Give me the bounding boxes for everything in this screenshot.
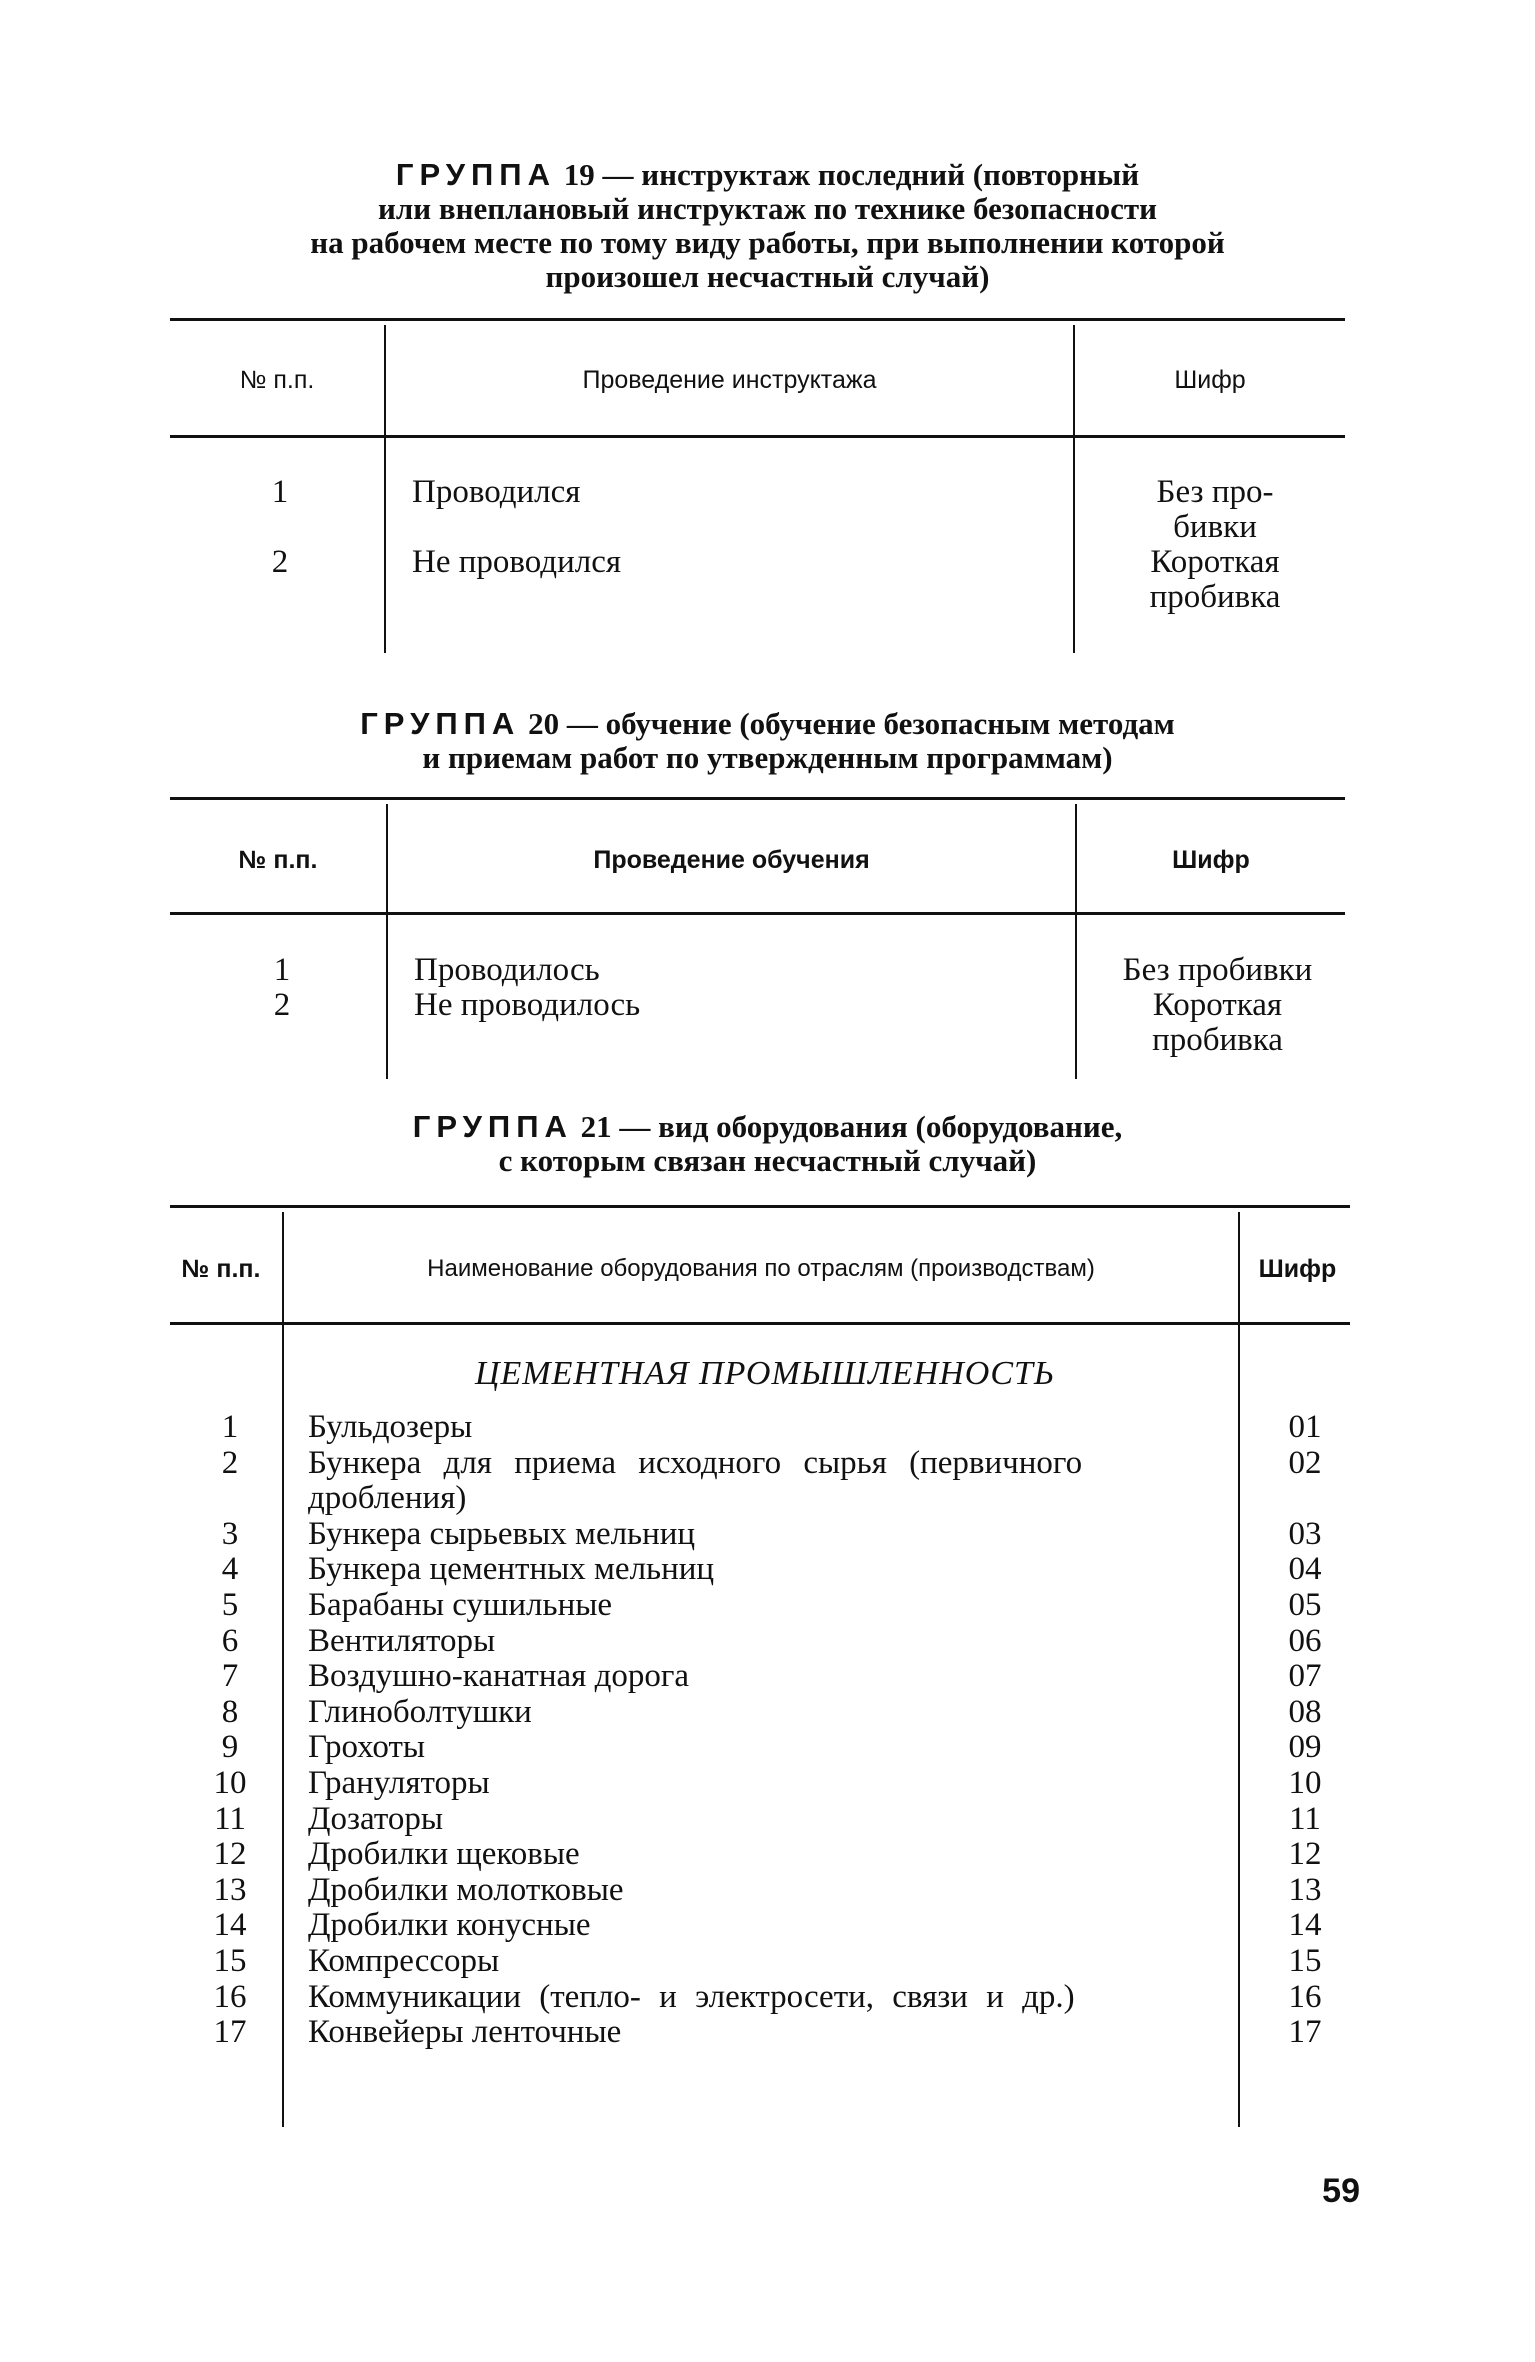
table21-row-num: 8 — [221, 1693, 239, 1730]
table21-row-code: 14 — [1288, 1907, 1322, 1944]
table20-header-code: Шифр — [1172, 846, 1250, 874]
table19-top-rule — [170, 318, 1345, 321]
table21-row-num-spacer — [185, 1481, 275, 1517]
table21-row-num: 14 — [213, 1907, 247, 1944]
table21-row-name: Конвейеры ленточные — [308, 2014, 622, 2051]
table21-col-divider-2 — [1238, 1212, 1240, 2127]
table20-row2-code-line2: пробивка — [1152, 1022, 1283, 1058]
table21-row-code: 10 — [1288, 1764, 1322, 1801]
table21-row-name: Бункера сырьевых мельниц — [308, 1515, 696, 1552]
table19-row2-code-line1: Короткая — [1150, 544, 1280, 580]
table20-top-rule — [170, 797, 1345, 800]
table21-row-num: 13 — [213, 1871, 247, 1908]
table21-row-num: 4 — [221, 1551, 239, 1588]
table19-row2-code-line2: пробивка — [1149, 579, 1281, 615]
table19-header-code: Шифр — [1174, 366, 1246, 394]
table19-row2-num: 2 — [271, 544, 289, 580]
table21-col-divider-1 — [282, 1212, 284, 2127]
table21-row-code: 16 — [1288, 1978, 1322, 2015]
table21-row-code: 15 — [1288, 1942, 1322, 1979]
table20-header-name: Проведение обучения — [593, 846, 870, 874]
table21-section-title: ЦЕМЕНТНАЯ ПРОМЫШЛЕННОСТЬ — [474, 1355, 1055, 1392]
table21-row-num: 6 — [221, 1622, 239, 1659]
group20-heading — [150, 707, 1385, 775]
table19-row1-num: 1 — [271, 474, 289, 510]
table21-row-num: 17 — [213, 2014, 247, 2051]
table20-row1-code: Без пробивки — [1122, 952, 1313, 988]
table20-row2-name: Не проводилось — [414, 987, 641, 1023]
group19-title-line4: произошел несчастный случай) — [545, 259, 990, 294]
table21-row-name: Грануляторы — [308, 1764, 490, 1801]
table21-row-num: 7 — [221, 1658, 239, 1695]
table20-row2-code — [1080, 988, 1355, 1058]
table21-row-name: Грохоты — [308, 1729, 426, 1766]
table21-row-name: Дозаторы — [308, 1800, 443, 1837]
table19-row2-code — [1080, 545, 1350, 615]
table21-top-rule — [170, 1205, 1350, 1208]
table21-row-name: Бульдозеры — [308, 1409, 473, 1445]
table21-row-name: Глиноболтушки — [308, 1693, 532, 1730]
group19-heading — [150, 158, 1385, 294]
table20-row2-code-line1: Короткая — [1152, 987, 1283, 1023]
table21-name-column — [308, 1410, 1213, 2051]
table20-row1-name: Проводилось — [414, 952, 600, 988]
table21-row-code: 09 — [1288, 1729, 1322, 1766]
table21-row-code: 05 — [1288, 1586, 1322, 1623]
table21-row-code: 08 — [1288, 1693, 1322, 1730]
table21-row-num: 2 — [221, 1444, 239, 1481]
table21-header-code: Шифр — [1258, 1255, 1337, 1283]
table21-row-name: Воздушно-канатная дорога — [308, 1658, 690, 1695]
group21-title-line2: с которым связан несчастный случай) — [498, 1143, 1037, 1178]
table21-row-code: 04 — [1288, 1551, 1322, 1588]
table21-header-name: Наименование оборудования по отраслям (производствам) — [427, 1255, 1095, 1282]
table21-row-name-cont: дробления) — [308, 1480, 467, 1517]
table21-row-num: 15 — [213, 1942, 247, 1979]
table19-row1-code — [1080, 475, 1350, 545]
table21-header-rule — [170, 1322, 1350, 1325]
table21-row-num: 9 — [221, 1729, 239, 1766]
group20-title-line2: и приемам работ по утвержденным программам) — [422, 740, 1113, 775]
group21-title-line1: ГРУППА 21 — вид оборудования (оборудование, — [412, 1109, 1123, 1144]
table20-row2-num: 2 — [273, 987, 291, 1023]
table21-row-name: Компрессоры — [308, 1942, 500, 1979]
table21-row-code-spacer — [1250, 1481, 1360, 1517]
table19-row1-name: Проводился — [412, 474, 581, 510]
table21-header-num: № п.п. — [181, 1255, 261, 1283]
table21-row-name: Дробилки щековые — [308, 1836, 580, 1873]
table20-header-num: № п.п. — [238, 846, 318, 874]
table20-header-rule — [170, 912, 1345, 915]
table19-header-name: Проведение инструктажа — [582, 366, 877, 394]
table21-row-name: Бункера цементных мельниц — [308, 1551, 715, 1588]
table21-row-name: Коммуникации (тепло- и электросети, связи и др.) — [308, 1978, 1075, 2015]
table21-row-num: 1 — [221, 1409, 239, 1445]
table21-row-code: 17 — [1288, 2014, 1322, 2051]
table21-row-code: 12 — [1288, 1836, 1322, 1873]
table21-row-num: 3 — [221, 1515, 239, 1552]
table21-row-num: 16 — [213, 1978, 247, 2015]
table21-num-column — [185, 1410, 275, 2051]
table21-row-num: 12 — [213, 1836, 247, 1873]
group20-title-line1: ГРУППА 20 — обучение (обучение безопасным методам — [360, 706, 1175, 741]
table21-row-code: 02 — [1288, 1444, 1322, 1481]
table21-row-name: Дробилки молотковые — [308, 1871, 624, 1908]
table19-header-rule — [170, 435, 1345, 438]
group21-heading — [150, 1110, 1385, 1178]
page-number: 59 — [1322, 2172, 1360, 2210]
table21-row-code: 13 — [1288, 1871, 1322, 1908]
table19-row1-code-line1: Без про- — [1156, 474, 1274, 510]
table19-row1-code-line2: бивки — [1173, 509, 1257, 545]
table19-header-num: № п.п. — [239, 366, 315, 394]
table21-row-num: 10 — [213, 1764, 247, 1801]
table21-row-name: Барабаны сушильные — [308, 1586, 613, 1623]
table21-row-name: Дробилки конусные — [308, 1907, 591, 1944]
table21-row-code: 01 — [1288, 1409, 1322, 1445]
table21-row-code: 06 — [1288, 1622, 1322, 1659]
table21-row-code: 11 — [1289, 1800, 1321, 1837]
table21-row-num: 11 — [214, 1800, 246, 1837]
table20-row1-num: 1 — [273, 952, 291, 988]
group19-title-line3: на рабочем месте по тому виду работы, при выполнении которой — [310, 225, 1225, 260]
table19-row2-name: Не проводился — [412, 544, 622, 580]
group19-title-line1: ГРУППА 19 — инструктаж последний (повторный — [395, 157, 1140, 192]
table21-row-name: Вентиляторы — [308, 1622, 496, 1659]
group19-title-line2: или внеплановый инструктаж по технике безопасности — [378, 191, 1157, 226]
table21-row-code: 07 — [1288, 1658, 1322, 1695]
table21-row-name: Бункера для приема исходного сырья (первичного — [308, 1444, 1083, 1481]
table21-code-column — [1250, 1410, 1360, 2051]
table21-row-num: 5 — [221, 1586, 239, 1623]
table21-row-code: 03 — [1288, 1515, 1322, 1552]
